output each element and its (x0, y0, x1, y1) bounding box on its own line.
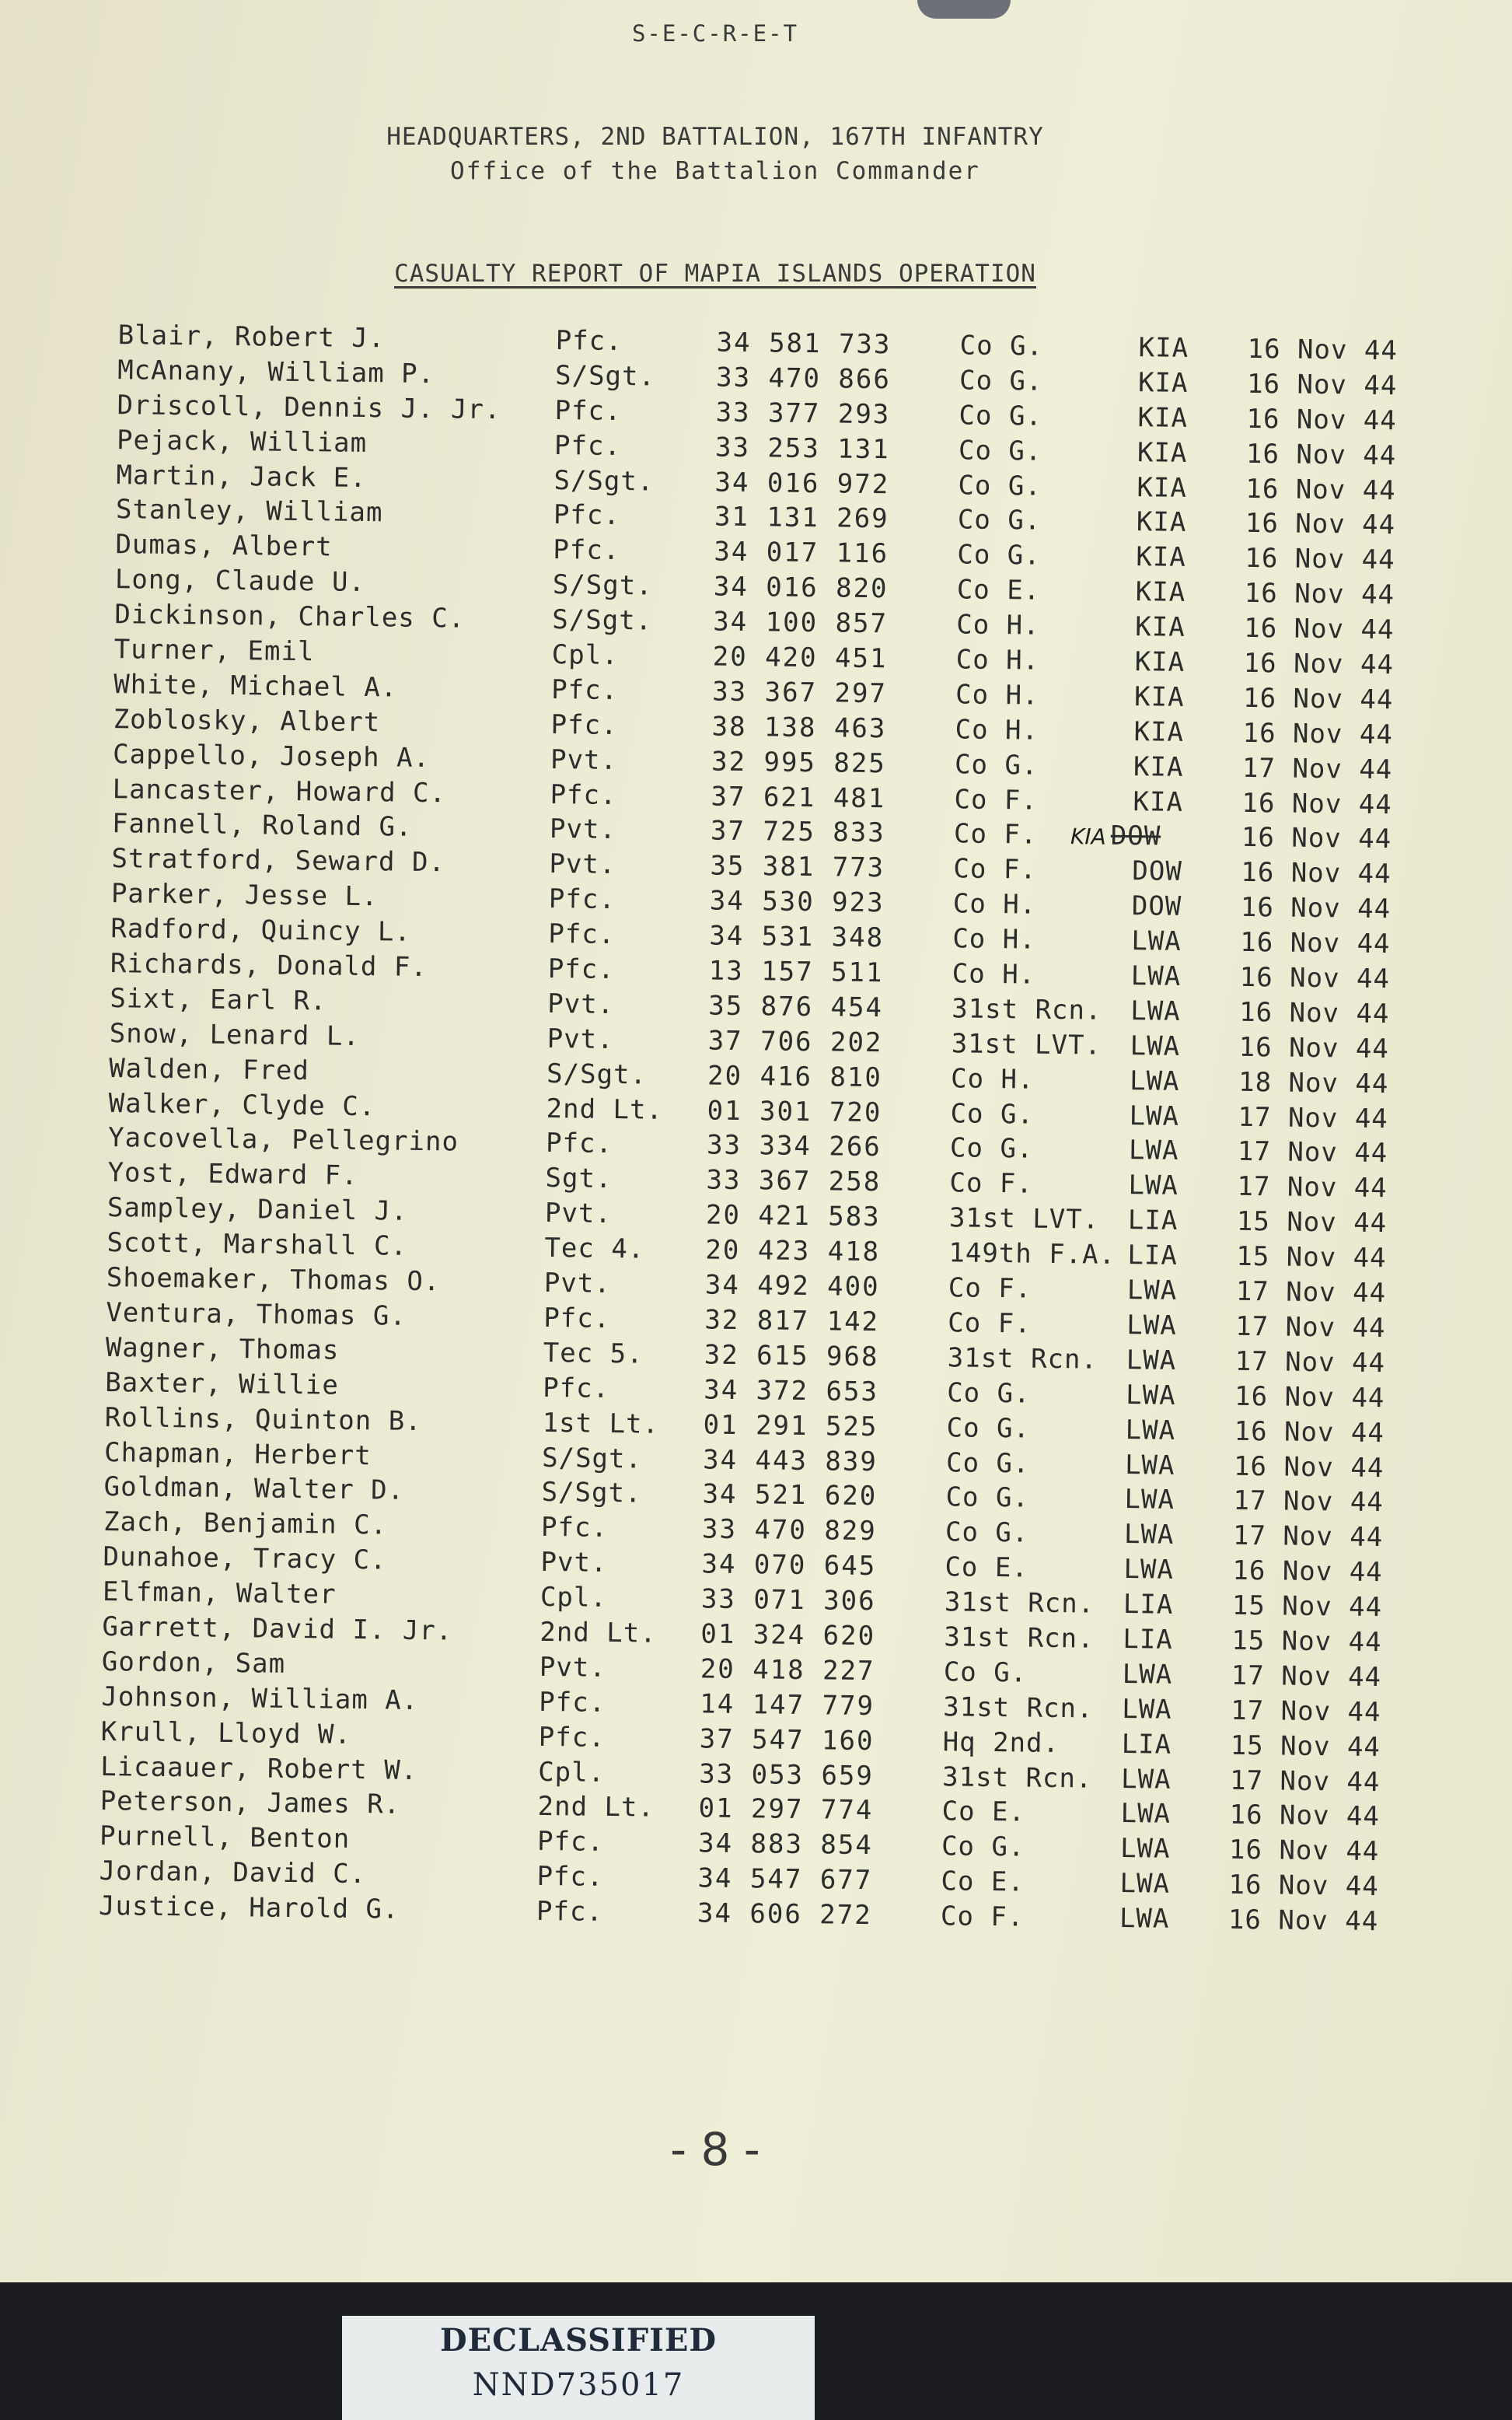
casualty-date: 17 Nov 44 (1235, 1275, 1387, 1310)
casualty-date: 17 Nov 44 (1232, 1520, 1384, 1554)
casualty-rank: Pvt. (550, 743, 618, 776)
casualty-unit: Co G. (945, 1481, 1030, 1514)
casualty-name: Yacovella, Pellegrino (107, 1122, 459, 1159)
casualty-name: Chapman, Herbert (103, 1436, 372, 1471)
casualty-rank: Pvt. (546, 1023, 614, 1055)
casualty-rank: Pfc. (553, 499, 621, 532)
casualty-date: 17 Nov 44 (1234, 1345, 1386, 1379)
casualty-date: 16 Nov 44 (1234, 1380, 1385, 1414)
casualty-status: LIA (1123, 1623, 1174, 1656)
casualty-unit: 31st Rcn. (944, 1586, 1095, 1620)
casualty-date: 15 Nov 44 (1230, 1729, 1381, 1763)
casualty-unit: Co E. (945, 1551, 1029, 1584)
casualty-name: Garrett, David I. Jr. (102, 1610, 453, 1647)
casualty-unit: Co H. (956, 609, 1040, 642)
casualty-serial-number: 33 334 266 (706, 1129, 882, 1163)
casualty-rank: S/Sgt. (553, 464, 655, 498)
casualty-status: KIA (1136, 541, 1187, 574)
casualty-date: 16 Nov 44 (1246, 368, 1398, 402)
casualty-serial-number: 35 876 454 (708, 990, 884, 1024)
casualty-name: Scott, Marshall C. (107, 1227, 408, 1262)
report-title-text: CASUALTY REPORT OF MAPIA ISLANDS OPERATION (394, 260, 1036, 288)
casualty-unit: 31st LVT. (951, 1028, 1102, 1061)
casualty-rank: Pfc. (545, 1128, 613, 1160)
casualty-unit: Hq 2nd. (942, 1726, 1060, 1759)
casualty-rank: Tec 4. (544, 1233, 645, 1265)
casualty-date: 16 Nov 44 (1241, 857, 1392, 890)
casualty-serial-number: 34 492 400 (704, 1269, 880, 1303)
casualty-rank: Pfc. (540, 1512, 609, 1544)
casualty-unit: Co F. (949, 1167, 1034, 1200)
casualty-name: Pejack, William (116, 424, 368, 459)
casualty-rank: Pvt. (544, 1198, 613, 1230)
casualty-status: LWA (1130, 995, 1181, 1027)
casualty-rank: 2nd Lt. (537, 1791, 655, 1824)
casualty-unit: Co G. (958, 435, 1042, 467)
casualty-date: 17 Nov 44 (1237, 1171, 1388, 1205)
casualty-unit: Co G. (949, 1132, 1034, 1166)
casualty-unit: Co H. (955, 679, 1039, 712)
casualty-status: LIA (1127, 1240, 1179, 1272)
casualty-status: LWA (1119, 1833, 1171, 1866)
casualty-name: Yost, Edward F. (107, 1157, 358, 1192)
casualty-rank: Pfc. (547, 953, 615, 986)
casualty-status: KIA (1135, 576, 1186, 609)
casualty-name: Goldman, Walter D. (103, 1471, 405, 1507)
casualty-date: 17 Nov 44 (1233, 1485, 1385, 1519)
casualty-serial-number: 13 157 511 (708, 955, 884, 989)
casualty-name: Baxter, Willie (105, 1366, 340, 1401)
declassified-stamp (342, 2316, 815, 2420)
casualty-status: KIA (1133, 750, 1184, 783)
casualty-date: 16 Nov 44 (1245, 438, 1397, 471)
casualty-date: 17 Nov 44 (1229, 1764, 1381, 1798)
casualty-unit: Co H. (952, 888, 1037, 921)
casualty-name: Driscoll, Dennis J. Jr. (117, 389, 501, 425)
casualty-rank: Pfc. (553, 429, 622, 462)
casualty-date: 16 Nov 44 (1242, 717, 1394, 750)
casualty-unit: Co E. (941, 1866, 1025, 1898)
casualty-unit: Co H. (952, 923, 1036, 956)
casualty-date: 15 Nov 44 (1231, 1624, 1382, 1659)
casualty-rank: S/Sgt. (552, 569, 653, 602)
casualty-unit: Co G. (959, 365, 1043, 397)
casualty-unit: Co E. (941, 1796, 1026, 1828)
casualty-name: Peterson, James R. (100, 1785, 401, 1821)
casualty-date: 16 Nov 44 (1243, 647, 1395, 681)
casualty-rank: Pfc. (536, 1895, 604, 1928)
casualty-date: 16 Nov 44 (1232, 1554, 1383, 1589)
casualty-unit: Co G. (946, 1411, 1031, 1445)
casualty-serial-number: 01 297 774 (698, 1792, 874, 1827)
casualty-serial-number: 37 621 481 (711, 781, 886, 814)
casualty-serial-number: 34 883 854 (697, 1827, 874, 1862)
casualty-rank: Pvt. (540, 1547, 608, 1579)
casualty-date: 15 Nov 44 (1236, 1240, 1387, 1275)
casualty-serial-number: 37 706 202 (707, 1025, 883, 1059)
casualty-serial-number: 32 995 825 (711, 746, 887, 779)
casualty-rank: Cpl. (540, 1581, 608, 1614)
classification-marking: S-E-C-R-E-T (631, 20, 799, 47)
casualty-serial-number: 01 324 620 (700, 1618, 876, 1652)
casualty-status: LWA (1120, 1798, 1172, 1831)
casualty-rank: Pfc. (536, 1861, 604, 1894)
casualty-unit: Co G. (958, 469, 1042, 502)
casualty-status: LWA (1125, 1379, 1176, 1411)
casualty-unit: Co F. (953, 853, 1038, 886)
stamp-title: DECLASSIFIED (439, 2322, 718, 2359)
casualty-unit: Co F. (948, 1272, 1032, 1305)
handwritten-correction: KIA (1070, 824, 1106, 851)
casualty-status: KIA (1135, 611, 1186, 644)
casualty-name: Shoemaker, Thomas O. (106, 1262, 441, 1298)
casualty-status: KIA (1133, 715, 1185, 748)
casualty-name: Dickinson, Charles C. (114, 599, 466, 635)
casualty-date: 17 Nov 44 (1238, 1101, 1389, 1135)
casualty-name: Cappello, Joseph A. (112, 738, 431, 774)
casualty-serial-number: 20 416 810 (707, 1060, 883, 1093)
casualty-date: 16 Nov 44 (1244, 578, 1395, 611)
casualty-name: McAnany, William P. (117, 355, 435, 390)
casualty-date: 16 Nov 44 (1239, 961, 1391, 995)
casualty-status: DOW (1132, 855, 1183, 888)
casualty-date: 17 Nov 44 (1231, 1694, 1381, 1728)
casualty-serial-number: 35 381 773 (710, 850, 885, 884)
stamp-code: NND735017 (472, 2367, 685, 2403)
casualty-unit: 31st Rcn. (943, 1691, 1094, 1725)
casualty-unit: 31st Rcn. (947, 1342, 1098, 1376)
casualty-unit: 149th F.A. (948, 1237, 1116, 1271)
casualty-date: 18 Nov 44 (1238, 1066, 1389, 1100)
casualty-name: Sixt, Earl R. (110, 982, 327, 1017)
casualty-rank: Cpl. (537, 1756, 606, 1789)
casualty-serial-number: 37 547 160 (699, 1723, 875, 1757)
casualty-status (1070, 820, 1161, 853)
casualty-date: 17 Nov 44 (1241, 752, 1393, 785)
casualty-unit: Co G. (943, 1656, 1028, 1689)
casualty-date: 16 Nov 44 (1229, 1799, 1381, 1833)
casualty-status: LIA (1123, 1589, 1174, 1621)
headquarters-heading: HEADQUARTERS, 2ND BATTALION, 167TH INFANTRY (386, 123, 1044, 151)
casualty-status: LWA (1122, 1658, 1173, 1691)
casualty-date: 17 Nov 44 (1231, 1659, 1382, 1693)
casualty-roster (27, 319, 1469, 1942)
casualty-serial-number: 32 615 968 (704, 1339, 879, 1373)
casualty-unit: Co F. (954, 783, 1039, 817)
casualty-serial-number: 01 301 720 (707, 1095, 882, 1128)
casualty-status: KIA (1133, 681, 1185, 713)
casualty-date: 16 Nov 44 (1233, 1450, 1385, 1484)
casualty-rank: Pvt. (539, 1651, 606, 1684)
casualty-date: 16 Nov 44 (1227, 1904, 1379, 1938)
casualty-date: 16 Nov 44 (1238, 996, 1390, 1030)
casualty-unit: 31st LVT. (948, 1202, 1100, 1236)
casualty-serial-number: 20 420 451 (712, 641, 888, 675)
casualty-serial-number: 34 372 653 (703, 1374, 879, 1408)
casualty-name: Jordan, David C. (99, 1855, 367, 1890)
casualty-status: KIA (1137, 401, 1189, 434)
casualty-rank: S/Sgt. (554, 359, 656, 393)
casualty-unit: Co G. (954, 749, 1039, 782)
casualty-name: Fannell, Roland G. (111, 808, 413, 844)
casualty-unit: Co G. (957, 539, 1041, 572)
casualty-unit: Co H. (950, 1062, 1035, 1096)
casualty-rank: Pvt. (543, 1267, 612, 1300)
casualty-serial-number: 33 367 297 (711, 676, 888, 710)
casualty-status: LWA (1124, 1484, 1175, 1516)
casualty-date: 16 Nov 44 (1241, 822, 1392, 855)
casualty-rank: Pvt. (549, 813, 617, 846)
casualty-status: LWA (1126, 1275, 1178, 1306)
casualty-rank: Pfc. (543, 1372, 610, 1404)
casualty-name: Zoblosky, Albert (113, 703, 381, 739)
casualty-date: 16 Nov 44 (1245, 508, 1396, 541)
casualty-rank: 2nd Lt. (540, 1616, 657, 1649)
casualty-serial-number: 34 530 923 (709, 885, 885, 919)
casualty-rank: Pfc. (538, 1721, 606, 1754)
casualty-name: Stanley, William (115, 494, 383, 529)
casualty-rank: Tec 5. (543, 1337, 644, 1370)
casualty-status: LWA (1126, 1344, 1177, 1376)
office-heading: Office of the Battalion Commander (450, 157, 980, 185)
casualty-serial-number: 32 817 142 (704, 1304, 880, 1338)
casualty-serial-number: 33 470 866 (715, 362, 892, 396)
casualty-rank: S/Sgt. (546, 1058, 648, 1091)
casualty-rank: Pfc. (550, 778, 617, 811)
casualty-status: LIA (1121, 1728, 1172, 1761)
casualty-name: Richards, Donald F. (110, 948, 428, 984)
casualty-status: KIA (1133, 785, 1184, 818)
casualty-status: LWA (1129, 1100, 1180, 1132)
casualty-date: 16 Nov 44 (1240, 926, 1391, 960)
casualty-status: KIA (1137, 471, 1188, 504)
casualty-name: Walden, Fred (108, 1052, 310, 1086)
casualty-name: Blair, Robert J. (117, 320, 386, 355)
casualty-status: LWA (1119, 1868, 1171, 1900)
casualty-status: LWA (1125, 1414, 1176, 1446)
casualty-serial-number: 34 016 972 (714, 467, 890, 500)
casualty-rank: Pvt. (547, 988, 615, 1020)
casualty-rank: Pfc. (536, 1826, 605, 1859)
casualty-name: Long, Claude U. (114, 564, 366, 599)
casualty-date: 16 Nov 44 (1234, 1415, 1385, 1449)
casualty-unit: 31st Rcn. (944, 1621, 1095, 1655)
casualty-status: LWA (1123, 1519, 1175, 1551)
casualty-name: Ventura, Thomas G. (106, 1296, 407, 1332)
casualty-date: 15 Nov 44 (1236, 1206, 1388, 1240)
casualty-name: Rollins, Quinton B. (104, 1401, 422, 1437)
casualty-serial-number: 37 725 833 (710, 815, 885, 849)
casualty-rank: S/Sgt. (552, 604, 653, 637)
casualty-serial-number: 33 377 293 (715, 397, 891, 431)
casualty-status: LWA (1120, 1763, 1172, 1796)
casualty-serial-number: 33 053 659 (698, 1757, 875, 1792)
casualty-serial-number: 34 606 272 (697, 1897, 872, 1932)
casualty-serial-number: 33 071 306 (700, 1583, 876, 1617)
casualty-serial-number: 31 131 269 (714, 501, 889, 535)
casualty-unit: Co E. (956, 574, 1041, 607)
casualty-unit: Co H. (955, 644, 1040, 677)
casualty-serial-number: 01 291 525 (703, 1409, 878, 1443)
casualty-status: LWA (1131, 925, 1182, 958)
casualty-date: 16 Nov 44 (1241, 787, 1392, 820)
casualty-name: White, Michael A. (113, 668, 398, 704)
casualty-status: LWA (1123, 1554, 1175, 1586)
casualty-rank: S/Sgt. (541, 1442, 643, 1474)
casualty-name: Johnson, William A. (101, 1680, 419, 1716)
casualty-rank: Pfc. (555, 325, 623, 358)
casualty-serial-number: 34 531 348 (709, 920, 885, 954)
casualty-status: KIA (1137, 367, 1189, 399)
casualty-unit: Co H. (955, 714, 1039, 747)
casualty-unit: Co F. (948, 1307, 1032, 1340)
casualty-name: Elfman, Walter (102, 1576, 337, 1610)
casualty-date: 16 Nov 44 (1242, 682, 1394, 716)
casualty-unit: Co G. (945, 1516, 1029, 1549)
casualty-status: LWA (1126, 1310, 1177, 1341)
casualty-name: Lancaster, Howard C. (112, 773, 447, 809)
casualty-rank: Pfc. (554, 394, 622, 427)
casualty-unit: Co G. (957, 504, 1042, 537)
casualty-date: 16 Nov 44 (1245, 543, 1395, 576)
report-title (0, 260, 1430, 288)
casualty-name: Parker, Jesse L. (110, 878, 379, 913)
casualty-serial-number: 20 421 583 (705, 1199, 881, 1233)
casualty-serial-number: 20 423 418 (705, 1234, 881, 1268)
casualty-rank: Pfc. (539, 1686, 606, 1719)
casualty-unit: Co G. (950, 1097, 1035, 1131)
casualty-serial-number: 34 581 733 (716, 327, 892, 361)
casualty-serial-number: 20 418 227 (700, 1653, 875, 1687)
casualty-date: 15 Nov 44 (1231, 1589, 1383, 1624)
casualty-serial-number: 34 070 645 (701, 1548, 877, 1582)
casualty-serial-number: 34 016 820 (713, 571, 889, 605)
casualty-unit: 31st Rcn. (952, 993, 1102, 1026)
casualty-serial-number: 34 547 677 (697, 1862, 873, 1897)
casualty-name: Dunahoe, Tracy C. (103, 1541, 387, 1576)
casualty-status: LWA (1124, 1449, 1175, 1481)
page-number: - 8 - (670, 2123, 760, 2176)
casualty-status: LWA (1122, 1693, 1172, 1726)
casualty-name: Sampley, Daniel J. (107, 1192, 408, 1228)
casualty-name: Justice, Harold G. (98, 1890, 400, 1925)
casualty-date: 16 Nov 44 (1244, 612, 1395, 646)
casualty-rank: S/Sgt. (541, 1477, 642, 1509)
casualty-status: LIA (1127, 1205, 1179, 1237)
casualty-rank: Pfc. (548, 883, 616, 916)
casualty-rank: Pfc. (548, 918, 616, 951)
casualty-status: LWA (1130, 960, 1182, 992)
struck-status: DOW (1110, 820, 1161, 853)
casualty-name: Zach, Benjamin C. (103, 1506, 388, 1541)
casualty-date: 17 Nov 44 (1237, 1136, 1388, 1170)
casualty-unit: 31st Rcn. (941, 1761, 1093, 1795)
casualty-date: 17 Nov 44 (1235, 1310, 1386, 1345)
casualty-name: Martin, Jack E. (116, 459, 367, 494)
casualty-serial-number: 34 521 620 (702, 1478, 878, 1512)
casualty-rank: Pfc. (550, 673, 619, 706)
casualty-name: Radford, Quincy L. (110, 913, 412, 948)
casualty-name: Krull, Lloyd W. (100, 1715, 352, 1750)
casualty-name: Gordon, Sam (101, 1645, 286, 1680)
casualty-serial-number: 34 017 116 (714, 536, 889, 570)
casualty-status: LWA (1128, 1135, 1179, 1167)
casualty-name: Stratford, Seward D. (111, 843, 446, 879)
casualty-unit: Co G. (945, 1446, 1030, 1480)
casualty-unit: Co G. (959, 330, 1044, 362)
casualty-serial-number: 33 367 258 (706, 1164, 882, 1198)
casualty-serial-number: 34 443 839 (702, 1443, 878, 1478)
casualty-rank: Pfc. (543, 1302, 611, 1334)
casualty-status: KIA (1138, 332, 1189, 364)
casualty-rank: 1st Lt. (542, 1407, 660, 1440)
casualty-unit: Co F. (940, 1901, 1025, 1933)
casualty-unit: Co G. (946, 1376, 1031, 1410)
casualty-status: KIA (1136, 506, 1187, 539)
casualty-rank: Pfc. (553, 534, 620, 567)
casualty-name: Licaauer, Robert W. (100, 1750, 418, 1786)
casualty-name: Wagner, Thomas (105, 1331, 340, 1366)
casualty-rank: Pfc. (550, 708, 618, 741)
casualty-date: 16 Nov 44 (1246, 403, 1398, 437)
casualty-status: KIA (1137, 436, 1188, 469)
casualty-unit: Co H. (952, 958, 1036, 991)
casualty-date: 16 Nov 44 (1228, 1834, 1380, 1868)
casualty-name: Snow, Lenard L. (109, 1017, 361, 1052)
casualty-status: LWA (1119, 1903, 1170, 1935)
casualty-rank: Cpl. (551, 638, 619, 672)
casualty-rank: Sgt. (545, 1163, 613, 1195)
casualty-name: Purnell, Benton (99, 1820, 351, 1855)
casualty-date: 16 Nov 44 (1245, 473, 1396, 506)
casualty-rank: 2nd Lt. (546, 1093, 664, 1126)
casualty-date: 16 Nov 44 (1238, 1031, 1390, 1065)
casualty-status: KIA (1134, 646, 1186, 678)
casualty-name: Dumas, Albert (115, 529, 333, 563)
casualty-rank: Pvt. (549, 848, 616, 881)
casualty-unit: Co F. (953, 818, 1038, 852)
casualty-serial-number: 38 138 463 (711, 711, 887, 745)
casualty-serial-number: 14 147 779 (700, 1688, 875, 1722)
page-shadow (917, 0, 1011, 19)
casualty-serial-number: 33 470 829 (701, 1513, 877, 1547)
casualty-serial-number: 33 253 131 (714, 432, 890, 465)
casualty-name: Turner, Emil (113, 634, 315, 668)
casualty-status: DOW (1131, 890, 1182, 923)
casualty-date: 16 Nov 44 (1240, 892, 1392, 925)
casualty-date: 16 Nov 44 (1247, 333, 1399, 367)
casualty-serial-number: 34 100 857 (713, 606, 889, 640)
casualty-status: LWA (1130, 1030, 1181, 1062)
casualty-status: LWA (1129, 1065, 1180, 1097)
casualty-unit: Co G. (941, 1831, 1025, 1863)
casualty-date: 16 Nov 44 (1228, 1869, 1379, 1903)
casualty-name: Walker, Clyde C. (108, 1087, 376, 1122)
casualty-status: LWA (1128, 1170, 1179, 1202)
casualty-unit: Co G. (959, 400, 1043, 432)
